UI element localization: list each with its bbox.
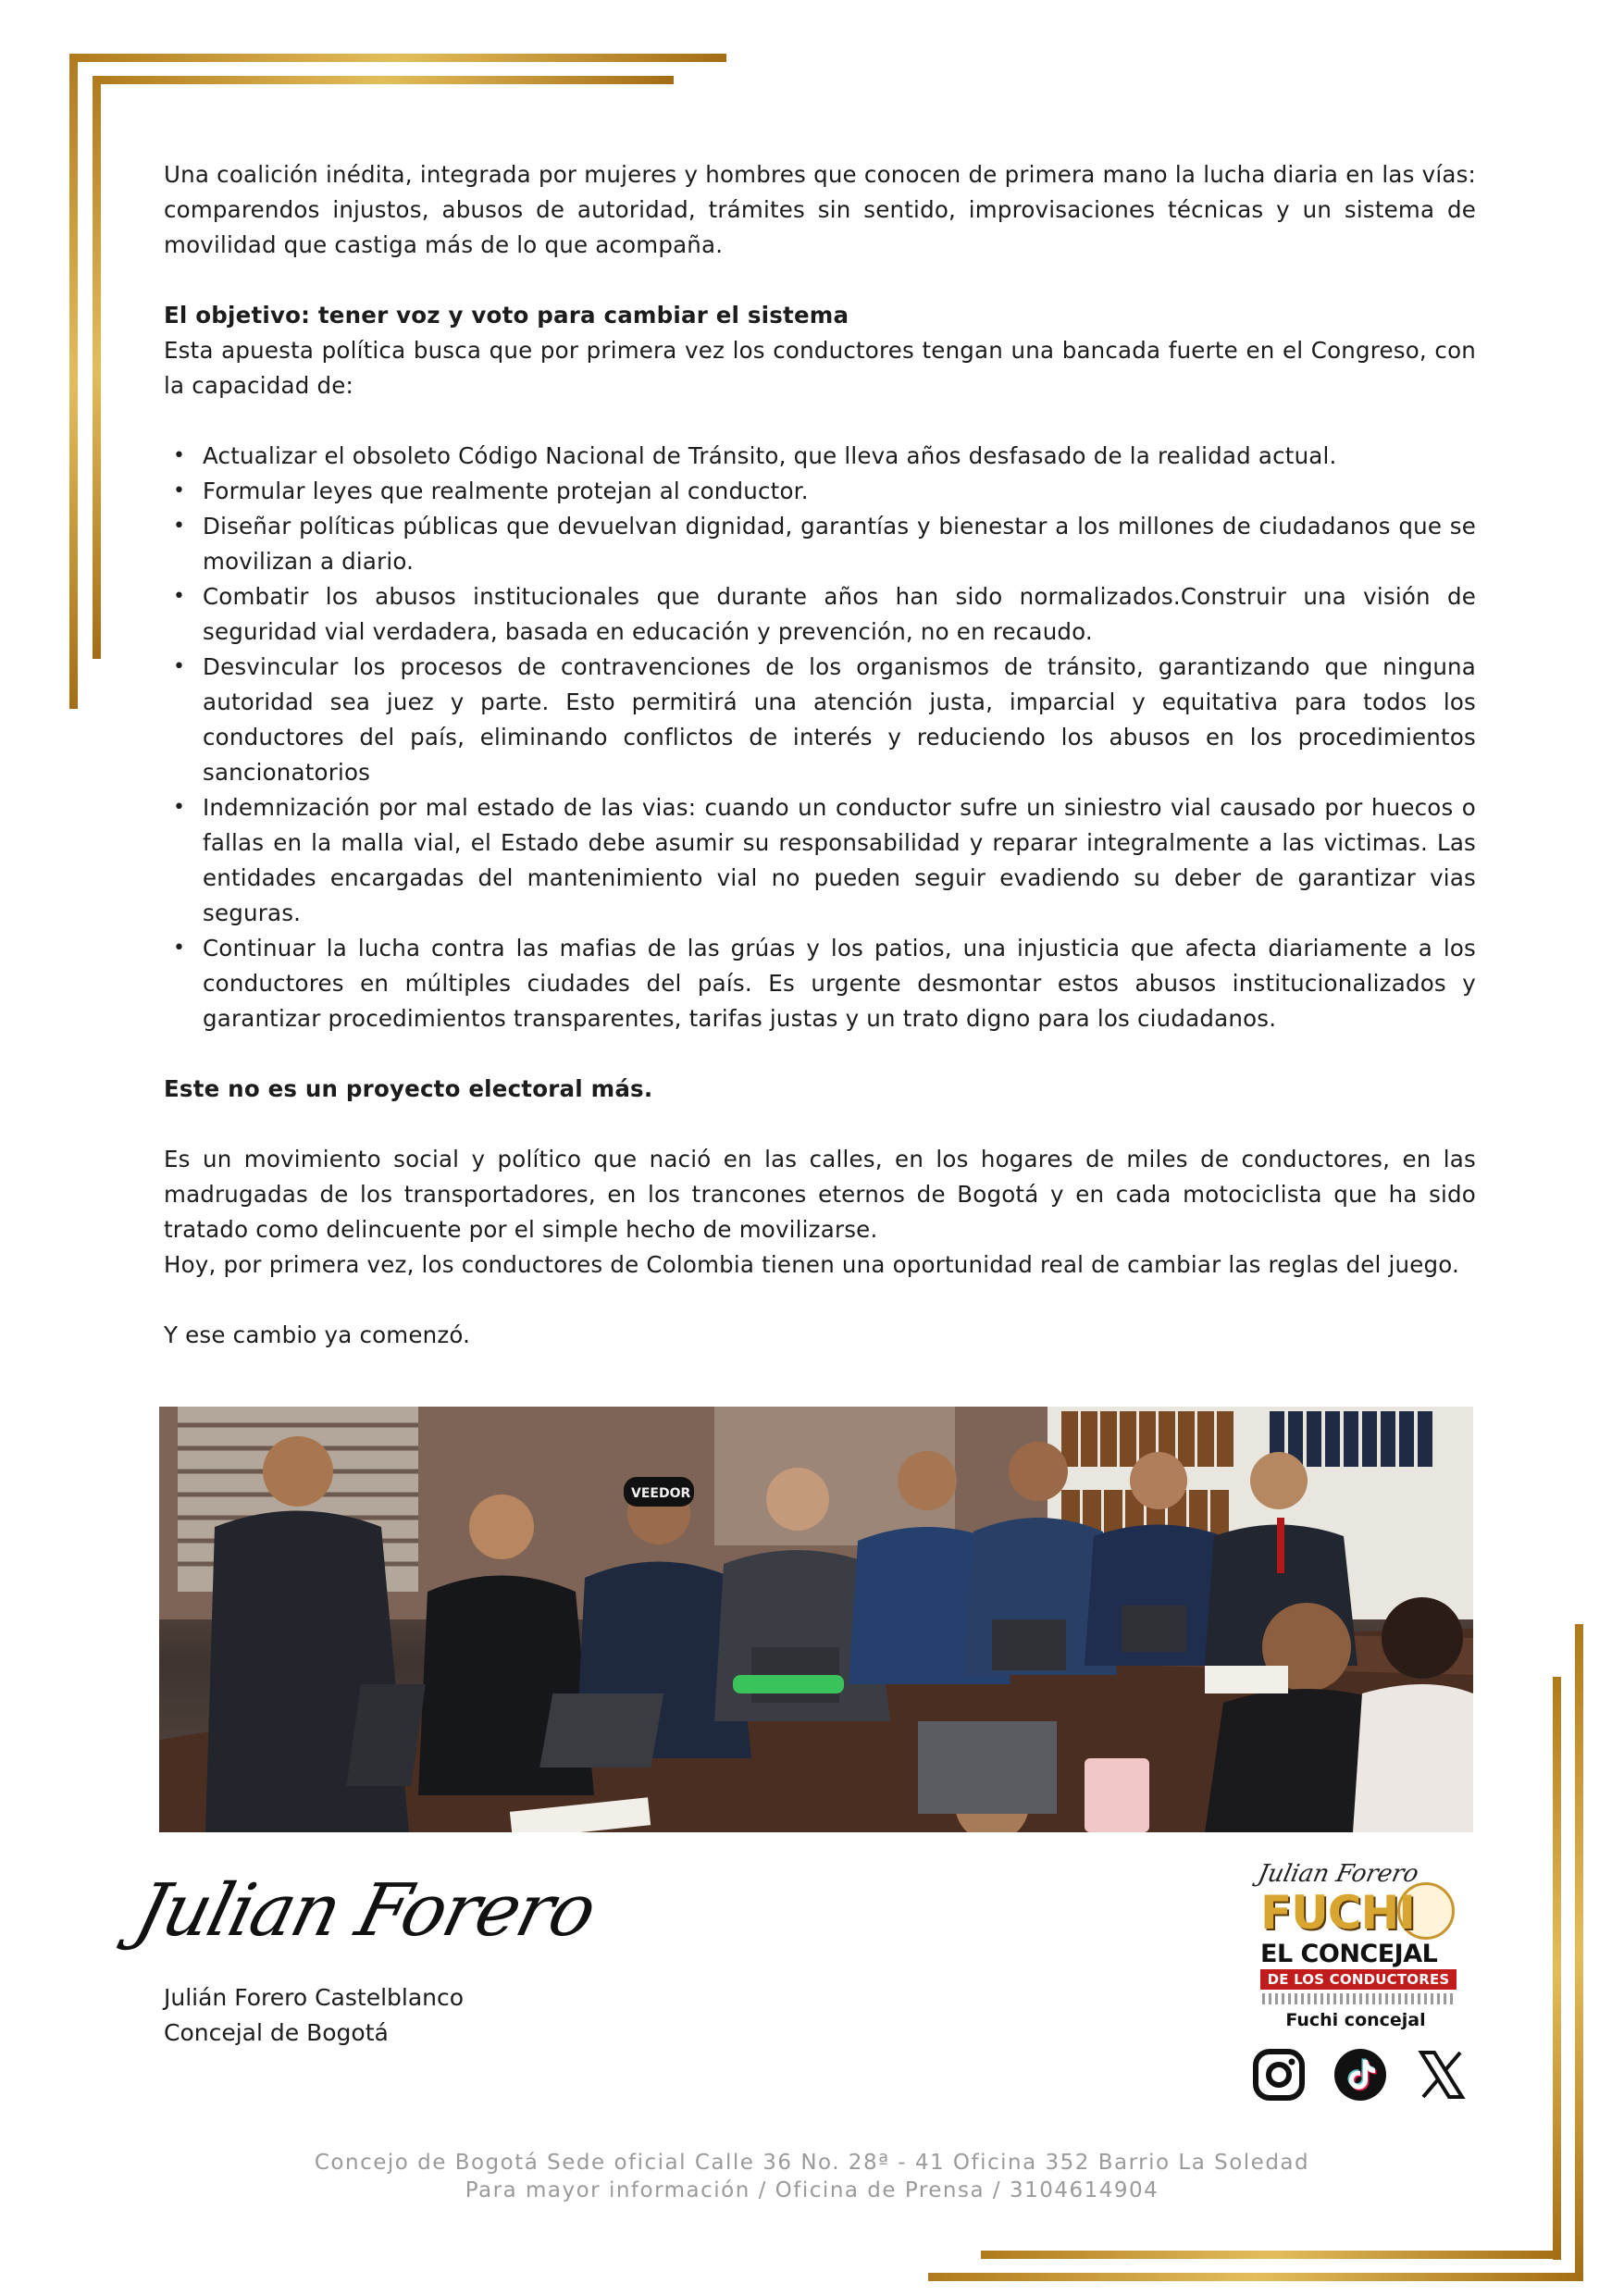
- fuchi-concejal-logo: [1251, 1860, 1460, 2017]
- frame-top-outer-line: [69, 54, 726, 62]
- frame-left-outer-line: [69, 54, 78, 709]
- list-item: • Formular leyes que realmente protejan al conductor.: [203, 474, 1476, 509]
- objective-intro: Esta apuesta política busca que por primera vez los conductores tengan una bancada fuerte en el Congreso, con la capacidad de:: [164, 337, 1476, 399]
- logo-tire-tracks-icon: [1262, 1993, 1455, 2004]
- logo-band: DE LOS CONDUCTORES: [1260, 1969, 1457, 1990]
- not-electoral-heading: Este no es un proyecto electoral más.: [164, 1075, 653, 1102]
- objectives-list: [164, 439, 1476, 1036]
- instagram-icon[interactable]: [1251, 2047, 1307, 2103]
- frame-top-inner-line: [93, 76, 674, 84]
- footer-address: Concejo de Bogotá Sede oficial Calle 36 No. 28ª - 41 Oficina 352 Barrio La Soledad: [314, 2151, 1310, 2175]
- closing-line: Y ese cambio ya comenzó.: [164, 1321, 471, 1348]
- cap-lettering: VEEDOR: [631, 1486, 691, 1501]
- objective-heading: El objetivo: tener voz y voto para cambiar el sistema: [164, 302, 849, 329]
- opportunity-paragraph: Hoy, por primera vez, los conductores de Colombia tienen una oportunidad real de cambiar las reglas del juego.: [164, 1251, 1459, 1278]
- footer-contact: Para mayor información / Oficina de Prensa / 3104614904: [465, 2178, 1159, 2202]
- handwritten-signature: Julian Forero: [127, 1869, 603, 1953]
- movement-paragraph: Es un movimiento social y político que nació en las calles, en los hogares de miles de conductores, en las madrugadas de los transportadores, en los trancones eternos de Bogotá y en cada motociclista que ha sido tratado como delincuente por el simple hecho de movilizarse.: [164, 1146, 1476, 1243]
- x-icon[interactable]: [1414, 2047, 1469, 2103]
- list-item: • Desvincular los procesos de contravenciones de los organismos de tránsito, garantizando que ninguna autoridad sea juez y parte. Esto permitirá una atención justa, imparcial y equitativa para todos los conductores del país, eliminando conflictos de interés y reduciendo los abusos en los procedimientos sancionatorios: [203, 650, 1476, 790]
- list-item: • Combatir los abusos institucionales que durante años han sido normalizados.Construir una visión de seguridad vial verdadera, basada en educación y prevención, no en recaudo.: [203, 579, 1476, 650]
- frame-left-inner-line: [93, 76, 101, 659]
- signer-name: Julián Forero Castelblanco: [164, 1984, 465, 2011]
- list-item: • Continuar la lucha contra las mafias de las grúas y los patios, una injusticia que afecta diariamente a los conductores en múltiples ciudades del país. Es urgente desmontar estos abusos institucionalizados y garantizar procedimientos transparentes, tarifas justas y un trato digno para los ciudadanos.: [203, 931, 1476, 1036]
- intro-paragraph: Una coalición inédita, integrada por mujeres y hombres que conocen de primera mano la lucha diaria en las vías: comparendos injustos, abusos de autoridad, trámites sin sentido, improvisaciones técnicas y un sistema de movilidad que castiga más de lo que acompaña.: [164, 161, 1476, 258]
- list-item: • Diseñar políticas públicas que devuelvan dignidad, garantías y bienestar a los millones de ciudadanos que se movilizan a diario.: [203, 509, 1476, 579]
- list-item: • Indemnización por mal estado de las vias: cuando un conductor sufre un siniestro vial causado por huecos o fallas en la malla vial, el Estado debe asumir su responsabilidad y reparar integralmente a las victimas. Las entidades encargadas del mantenimiento vial no pueden seguir evadiendo su deber de garantizar vias seguras.: [203, 790, 1476, 931]
- logo-script-name: Julian Forero: [1255, 1860, 1421, 1888]
- tiktok-icon[interactable]: [1333, 2047, 1388, 2103]
- frame-bottom-inner-line: [981, 2251, 1561, 2259]
- logo-wordmark: FUCHI: [1260, 1886, 1415, 1940]
- logo-caption: Fuchi concejal: [1285, 2010, 1426, 2030]
- logo-subtitle: EL CONCEJAL: [1260, 1940, 1438, 1968]
- frame-bottom-outer-line: [928, 2273, 1583, 2281]
- meeting-photo: [159, 1407, 1473, 1832]
- list-item: • Actualizar el obsoleto Código Nacional de Tránsito, que lleva años desfasado de la realidad actual.: [203, 439, 1476, 474]
- letter-body: [164, 157, 1476, 1353]
- signer-role: Concejal de Bogotá: [164, 2019, 389, 2046]
- meeting-photo-illustration: [159, 1407, 1473, 1832]
